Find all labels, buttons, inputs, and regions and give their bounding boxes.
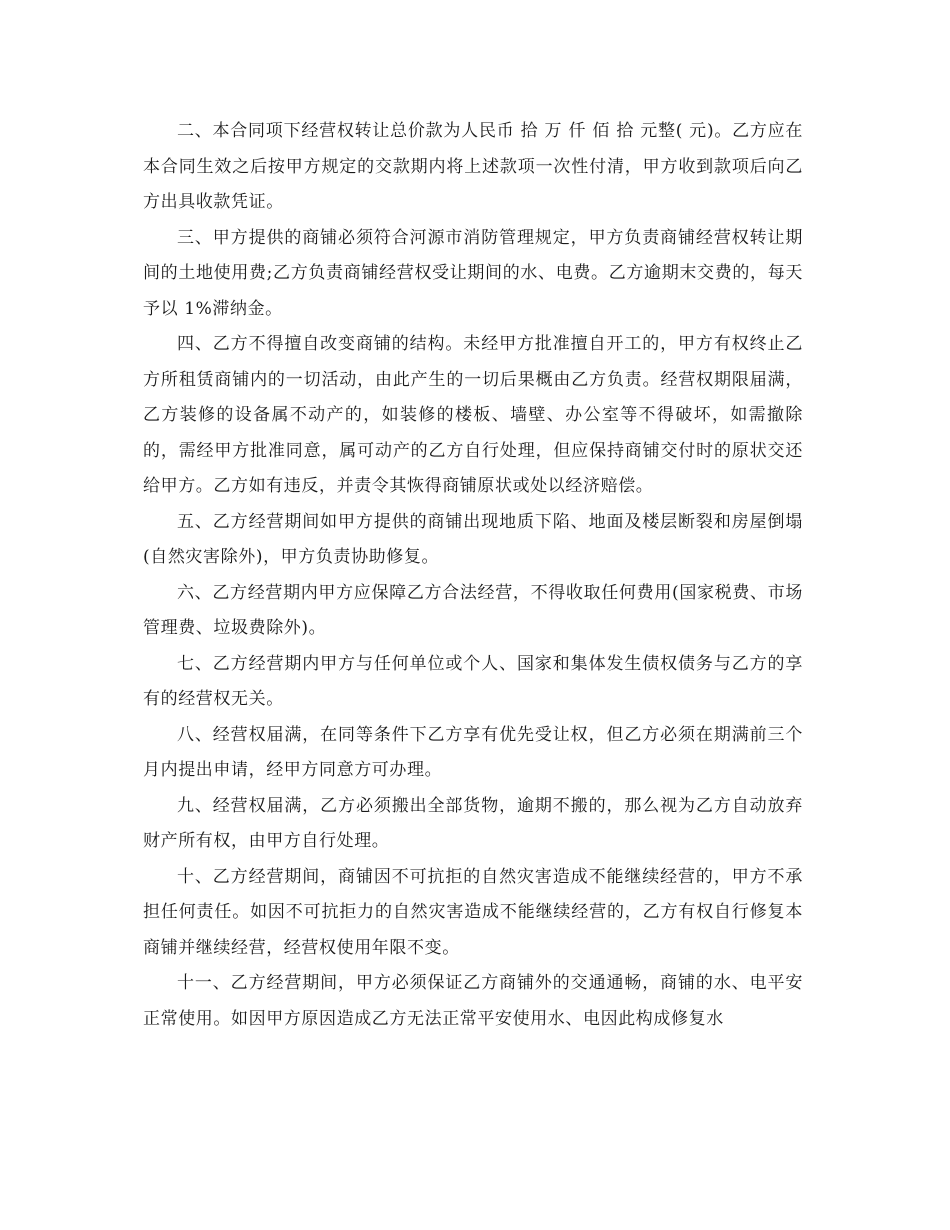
clause-11-paragraph: 十一、乙方经营期间，甲方必须保证乙方商铺外的交通通畅，商铺的水、电平安正常使用。如因甲方原因造成乙方无法正常平安使用水、电因此构成修复水 [143,973,803,1029]
clause-10-paragraph: 十、乙方经营期间，商铺因不可抗拒的自然灾害造成不能继续经营的，甲方不承担任何责任。如因不可抗拒力的自然灾害造成不能继续经营的，乙方有权自行修复本商铺并继续经营，经营权使用年限不变。 [143,866,803,958]
clause-5-paragraph: 五、乙方经营期间如甲方提供的商铺出现地质下陷、地面及楼层断裂和房屋倒塌(自然灾害除外)，甲方负责协助修复。 [143,511,803,567]
clause-6-paragraph: 六、乙方经营期内甲方应保障乙方合法经营，不得收取任何费用(国家税费、市场管理费、垃圾费除外)。 [143,582,803,638]
contract-body [143,114,803,1037]
clause-3-paragraph: 三、甲方提供的商铺必须符合河源市消防管理规定，甲方负责商铺经营权转让期间的土地使用费;乙方负责商铺经营权受让期间的水、电费。乙方逾期末交费的，每天予以 1%滞纳金。 [143,227,803,319]
clause-2-paragraph: 二、本合同项下经营权转让总价款为人民币 拾 万 仟 佰 拾 元整( 元)。乙方应在本合同生效之后按甲方规定的交款期内将上述款项一次性付清，甲方收到款项后向乙方出具收款凭证。 [143,121,803,212]
clause-7-paragraph: 七、乙方经营期内甲方与任何单位或个人、国家和集体发生债权债务与乙方的享有的经营权无关。 [143,653,803,709]
clause-4-paragraph: 四、乙方不得擅自改变商铺的结构。未经甲方批准擅自开工的，甲方有权终止乙方所租赁商铺内的一切活动，由此产生的一切后果概由乙方负责。经营权期限届满，乙方装修的设备属不动产的，如装修的楼板、墙壁、办公室等不得破坏，如需撤除的，需经甲方批准同意，属可动产的乙方自行处理，但应保持商铺交付时的原状交还给甲方。乙方如有违反，并责令其恢得商铺原状或处以经济赔偿。 [143,334,803,496]
clause-8-paragraph: 八、经营权届满，在同等条件下乙方享有优先受让权，但乙方必须在期满前三个月内提出申请，经甲方同意方可办理。 [143,724,803,780]
clause-9-paragraph: 九、经营权届满，乙方必须搬出全部货物，逾期不搬的，那么视为乙方自动放弃财产所有权，由甲方自行处理。 [143,795,803,851]
